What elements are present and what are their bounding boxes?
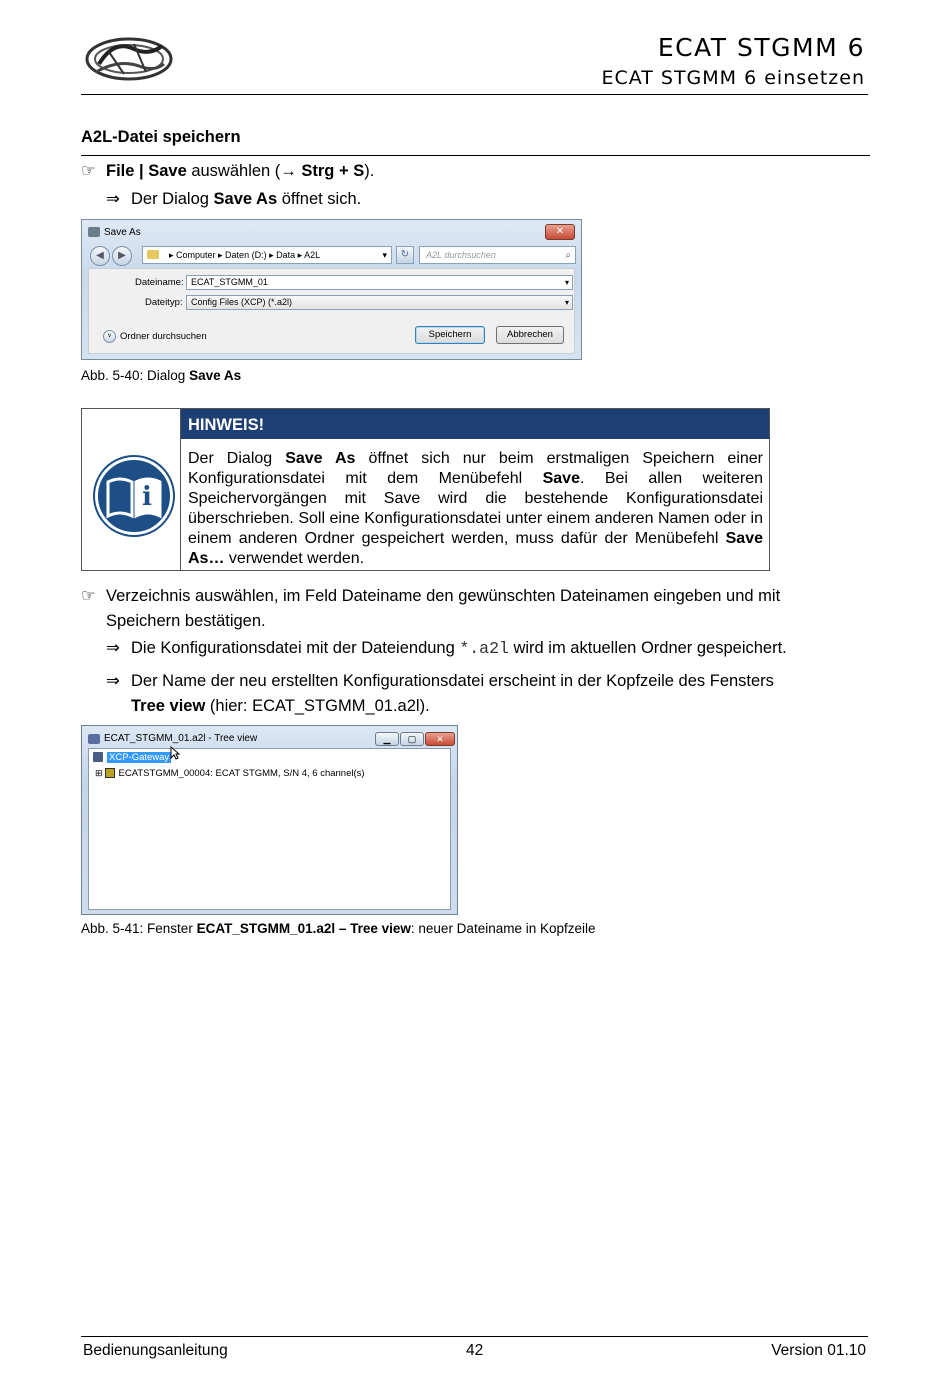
footer-page-number: 42: [466, 1342, 484, 1359]
arrow-result-icon: ⇒: [106, 190, 120, 208]
section-divider: [81, 155, 870, 156]
caption-bold: ECAT_STGMM_01.a2l – Tree view: [196, 921, 411, 936]
note-bold-saveas2: Save As…: [188, 530, 763, 567]
folder-icon: [147, 250, 159, 259]
filename-label: Dateiname:: [135, 277, 184, 288]
info-book-icon: [95, 457, 173, 535]
address-path: ▸ Computer ▸ Daten (D:) ▸ Data ▸ A2L: [169, 250, 321, 260]
result-dialog-opens: [106, 189, 361, 209]
back-button[interactable]: ◀: [90, 246, 110, 266]
save-button[interactable]: Speichern: [415, 326, 485, 344]
chevron-down-icon[interactable]: ▾: [564, 298, 569, 307]
cancel-button[interactable]: Abbrechen: [496, 326, 564, 344]
chevron-down-icon[interactable]: ▾: [564, 278, 569, 287]
caption-tree-view: [81, 921, 596, 936]
step-text-end: ).: [364, 162, 375, 180]
filetype-value: Config Files (XCP) (*.a2l): [191, 297, 293, 307]
caption-bold: Save As: [189, 368, 242, 383]
search-placeholder: A2L durchsuchen: [426, 250, 496, 260]
tree-view-window: [81, 725, 458, 915]
note-icon-cell: [82, 409, 181, 570]
search-input[interactable]: [419, 246, 576, 264]
window-title: ECAT_STGMM_01.a2l - Tree view: [104, 733, 258, 744]
close-icon[interactable]: ✕: [425, 732, 455, 746]
forward-button[interactable]: ▶: [112, 246, 132, 266]
minimize-icon[interactable]: ▁: [375, 732, 399, 746]
info-letter: i: [142, 482, 152, 512]
address-bar[interactable]: [142, 246, 392, 264]
note-header: HINWEIS!: [181, 409, 769, 439]
tree-item-root[interactable]: [93, 752, 171, 763]
window-app-icon: [88, 734, 100, 744]
tree-item-label: XCP-Gateway: [109, 752, 170, 763]
filetype-select[interactable]: [186, 295, 573, 310]
header-subtitle: ECAT STGMM 6 einsetzen: [601, 67, 865, 89]
result-text-end: öffnet sich.: [277, 190, 362, 208]
hand-pointer-icon: ☞: [81, 587, 96, 605]
result-name-in-title: [106, 669, 868, 719]
arrow-result-icon: ⇒: [106, 672, 120, 690]
dialog-app-icon: [88, 227, 100, 237]
arrow-result-icon: ⇒: [106, 639, 120, 657]
filename-field[interactable]: [186, 275, 573, 290]
close-icon[interactable]: ✕: [545, 224, 575, 240]
footer-divider: [81, 1336, 868, 1337]
note-text-part: . Bei allen weiteren Speichervorgängen mit Save wird die bestehende Konfigurationsdatei überschrieben. Soll eine Konfigurationsdatei unter einem anderen Namen oder in einem anderen Ordner gespeichert werden, muss dafür der Menübefehl: [188, 470, 763, 547]
tree-item-child[interactable]: [95, 768, 365, 779]
file-extension: *.a2l: [459, 639, 509, 658]
note-bold-saveas: Save As: [285, 450, 356, 467]
shortcut: Strg + S: [301, 162, 365, 180]
note-text-part: verwendet werden.: [224, 550, 365, 567]
result-text-end: (hier: ECAT_STGMM_01.a2l).: [205, 697, 430, 715]
result-text: Die Konfigurationsdatei mit der Dateiendung: [131, 639, 460, 657]
note-box: [81, 408, 770, 571]
dialog-title: Save As: [104, 227, 141, 238]
window-name: Tree view: [131, 697, 206, 715]
search-icon: ⌕: [565, 250, 571, 261]
module-icon: [105, 768, 115, 778]
browse-label: Ordner durchsuchen: [120, 331, 207, 343]
save-as-dialog: [81, 219, 582, 360]
expand-icon[interactable]: ⊞: [95, 768, 103, 778]
caption-prefix: Abb. 5-41: Fenster: [81, 921, 197, 936]
result-file-saved: [106, 638, 787, 658]
footer-manual-label: Bedienungsanleitung: [83, 1342, 228, 1359]
mouse-cursor-icon: [170, 746, 180, 760]
step-select-save: [81, 161, 374, 181]
header-divider: [81, 94, 868, 95]
step-text: Speichern bestätigen.: [106, 612, 266, 630]
refresh-icon[interactable]: ↻: [396, 246, 414, 264]
caption-suffix: : neuer Dateiname in Kopfzeile: [410, 921, 596, 936]
footer-version: Version 01.10: [771, 1342, 866, 1359]
hand-pointer-icon: ☞: [81, 162, 96, 180]
step-choose-directory: [81, 584, 870, 634]
caption-save-as: [81, 368, 241, 383]
result-text-end: wird im aktuellen Ordner gespeichert.: [508, 639, 787, 657]
tree-view-body: [88, 748, 451, 910]
dialog-name: Save As: [213, 190, 278, 208]
note-text-part: Der Dialog: [188, 450, 286, 467]
filetype-label: Dateityp:: [145, 297, 183, 308]
section-title: A2L-Datei speichern: [81, 128, 241, 146]
maximize-icon[interactable]: ▢: [400, 732, 424, 746]
chevron-down-icon[interactable]: ▾: [382, 250, 387, 260]
tree-item-label: ECATSTGMM_00004: ECAT STGMM, S/N 4, 6 channel(s): [118, 768, 365, 779]
filename-value: ECAT_STGMM_01: [191, 277, 268, 287]
menu-path: File | Save: [106, 162, 187, 180]
result-text: Der Dialog: [131, 190, 214, 208]
company-logo: [84, 34, 174, 84]
note-text-part: öffnet sich nur beim erstmaligen Speichern einer Konfigurationsdatei mit dem Menübefehl: [188, 450, 764, 487]
expand-icon: ˅: [103, 330, 116, 343]
result-text: Der Name der neu erstellten Konfigurationsdatei erscheint in der Kopfzeile des Fensters: [131, 672, 774, 690]
step-text: auswählen (→: [186, 162, 302, 180]
book-graphic: [98, 460, 170, 532]
header-title: ECAT STGMM 6: [657, 33, 865, 62]
caption-prefix: Abb. 5-40: Dialog: [81, 368, 190, 383]
browse-folders-toggle[interactable]: [103, 330, 207, 343]
gateway-icon: [93, 752, 103, 762]
step-text: Verzeichnis auswählen, im Feld Dateiname den gewünschten Dateinamen eingeben und mit: [106, 587, 781, 605]
note-text: [188, 449, 763, 569]
note-bold-save: Save: [542, 470, 580, 487]
